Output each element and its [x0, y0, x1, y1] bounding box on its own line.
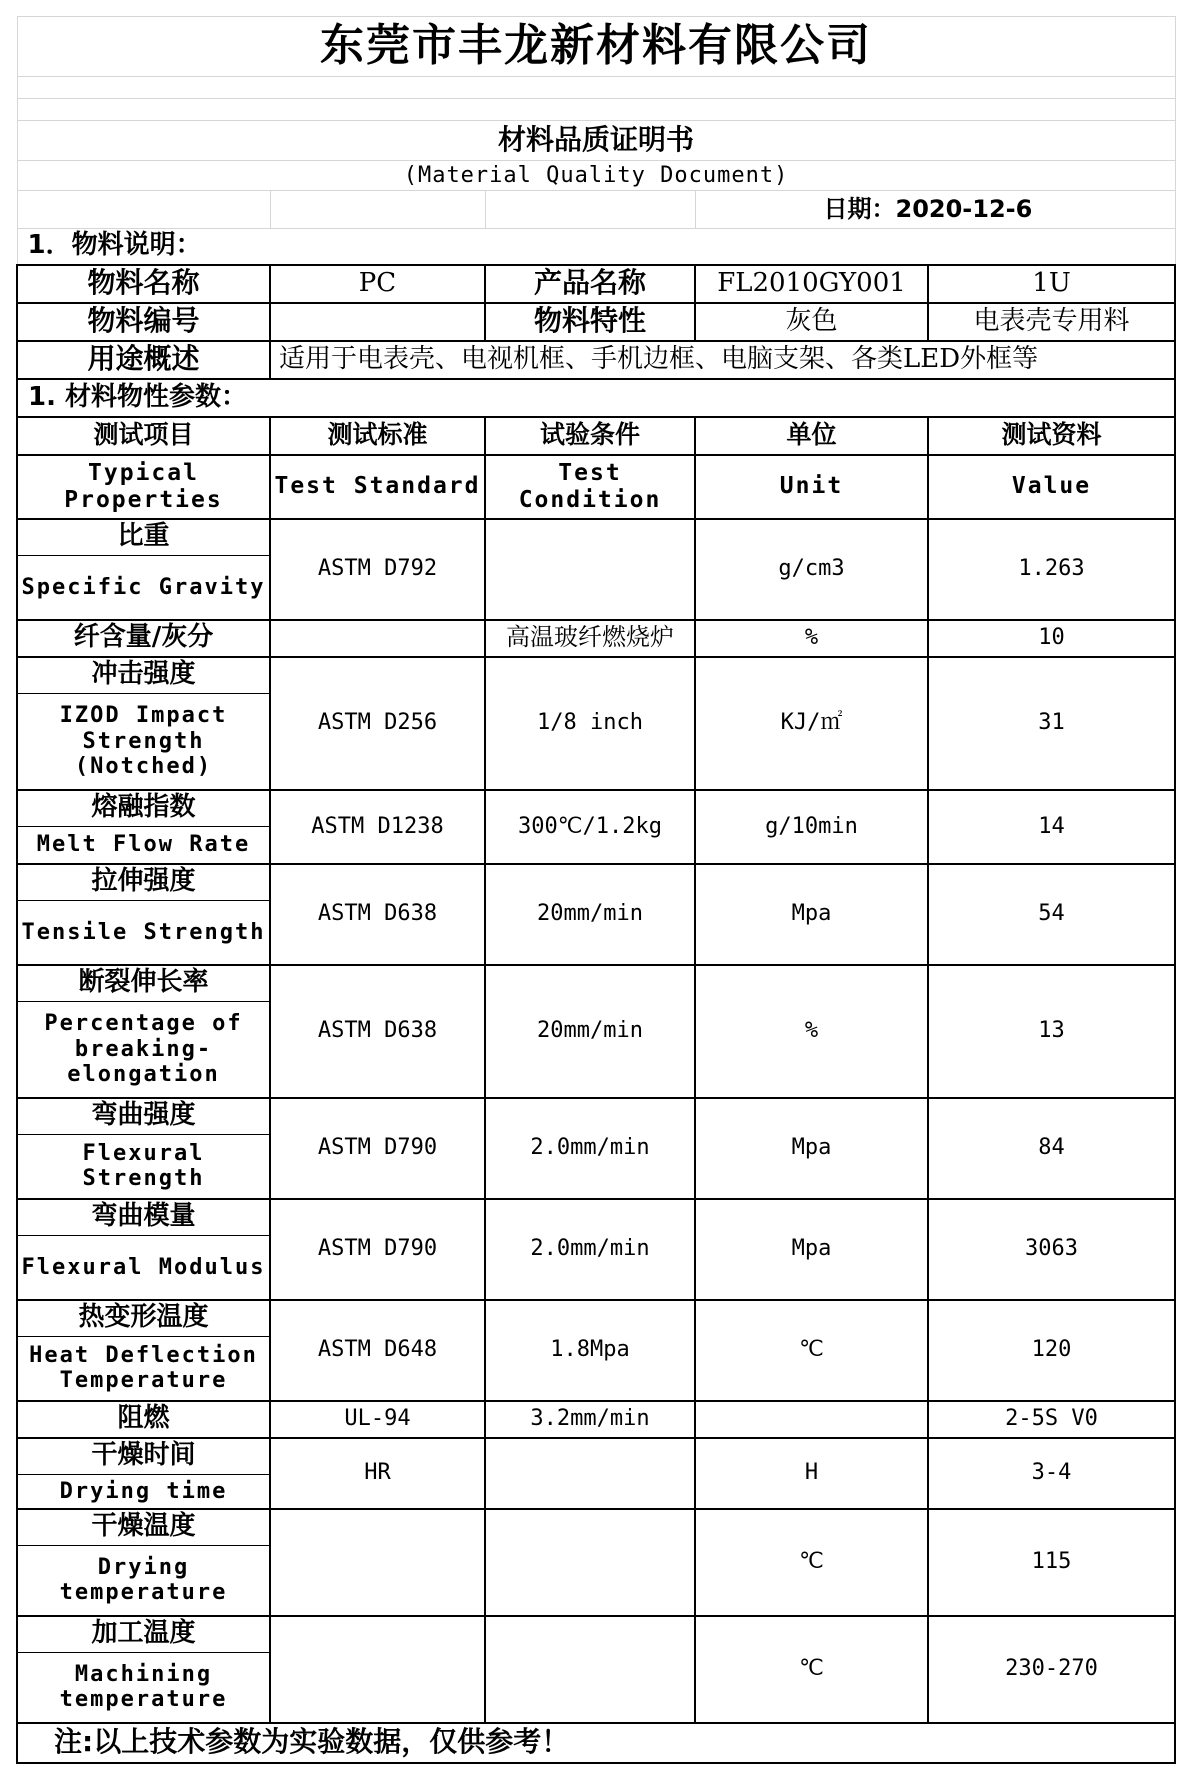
material-name-label: 物料名称: [17, 265, 270, 303]
property-unit: g/cm3: [695, 519, 928, 620]
material-feature-value: 灰色: [695, 303, 928, 341]
property-condition: 20mm/min: [485, 965, 695, 1098]
material-feature-extra: 电表壳专用料: [928, 303, 1175, 341]
property-unit: Mpa: [695, 1199, 928, 1300]
property-value: 31: [928, 657, 1175, 790]
document-subtitle: (Material Quality Document): [17, 161, 1175, 191]
blank-row: [17, 99, 1175, 121]
property-name-cn: 弯曲模量: [17, 1199, 270, 1236]
property-name-en: IZOD Impact Strength (Notched): [17, 694, 270, 790]
property-standard: ASTM D790: [270, 1098, 485, 1199]
property-standard: ASTM D638: [270, 965, 485, 1098]
property-unit: g/10min: [695, 790, 928, 864]
property-condition: 1.8Mpa: [485, 1300, 695, 1401]
product-name-value: FL2010GY001: [695, 265, 928, 303]
property-value: 13: [928, 965, 1175, 1098]
property-name-cn: 热变形温度: [17, 1300, 270, 1337]
property-condition: [485, 1438, 695, 1509]
property-name-cn: 冲击强度: [17, 657, 270, 694]
material-code-label: 物料编号: [17, 303, 270, 341]
property-name-en: Melt Flow Rate: [17, 827, 270, 864]
property-standard: ASTM D256: [270, 657, 485, 790]
property-standard: UL-94: [270, 1401, 485, 1438]
property-condition: 3.2mm/min: [485, 1401, 695, 1438]
header-value-cn: 测试资料: [928, 417, 1175, 455]
property-value: 14: [928, 790, 1175, 864]
property-name-en: Drying temperature: [17, 1546, 270, 1616]
section-material-description: 1．物料说明：: [17, 229, 1175, 265]
property-unit: KJ/㎡: [695, 657, 928, 790]
property-value: 3-4: [928, 1438, 1175, 1509]
property-standard: ASTM D792: [270, 519, 485, 620]
property-value: 84: [928, 1098, 1175, 1199]
property-unit: H: [695, 1438, 928, 1509]
header-condition-cn: 试验条件: [485, 417, 695, 455]
property-unit: [695, 1401, 928, 1438]
property-standard: [270, 1509, 485, 1616]
property-unit: ℃: [695, 1509, 928, 1616]
property-condition: [485, 519, 695, 620]
property-name-cn: 弯曲强度: [17, 1098, 270, 1135]
property-standard: [270, 620, 485, 657]
property-name-en: Heat Deflection Temperature: [17, 1337, 270, 1401]
property-name-cn: 熔融指数: [17, 790, 270, 827]
property-name-cn: 拉伸强度: [17, 864, 270, 901]
property-name-en: Flexural Modulus: [17, 1236, 270, 1300]
material-name-value: PC: [270, 265, 485, 303]
section-physical-properties: 1. 材料物性参数：: [17, 379, 1175, 417]
header-item-cn: 测试项目: [17, 417, 270, 455]
material-code-value: [270, 303, 485, 341]
property-name-cn: 纤含量/灰分: [17, 620, 270, 657]
property-standard: ASTM D1238: [270, 790, 485, 864]
header-unit-cn: 单位: [695, 417, 928, 455]
property-value: 115: [928, 1509, 1175, 1616]
property-value: 54: [928, 864, 1175, 965]
property-condition: 300℃/1.2kg: [485, 790, 695, 864]
property-standard: ASTM D648: [270, 1300, 485, 1401]
property-name-en: Specific Gravity: [17, 556, 270, 620]
product-name-label: 产品名称: [485, 265, 695, 303]
document-title: 材料品质证明书: [17, 121, 1175, 161]
property-name-cn: 比重: [17, 519, 270, 556]
property-name-cn: 断裂伸长率: [17, 965, 270, 1002]
header-standard-cn: 测试标准: [270, 417, 485, 455]
property-condition: [485, 1616, 695, 1723]
company-name: 东莞市丰龙新材料有限公司: [17, 17, 1175, 77]
product-extra-value: 1U: [928, 265, 1175, 303]
property-name-en: Drying time: [17, 1475, 270, 1509]
property-name-en: Flexural Strength: [17, 1135, 270, 1199]
property-unit: ℃: [695, 1616, 928, 1723]
blank-cell: [17, 191, 270, 229]
blank-cell: [270, 191, 485, 229]
property-value: 120: [928, 1300, 1175, 1401]
footnote: 注:以上技术参数为实验数据，仅供参考！: [17, 1723, 1175, 1763]
usage-value: 适用于电表壳、电视机框、手机边框、电脑支架、各类LED外框等: [270, 341, 1175, 379]
property-standard: [270, 1616, 485, 1723]
date-field: 日期：2020-12-6: [695, 191, 1175, 229]
property-standard: HR: [270, 1438, 485, 1509]
property-name-en: Tensile Strength: [17, 901, 270, 965]
property-unit: Mpa: [695, 1098, 928, 1199]
property-name-cn: 加工温度: [17, 1616, 270, 1653]
property-name-en: Percentage of breaking-elongation: [17, 1002, 270, 1098]
property-unit: %: [695, 620, 928, 657]
property-standard: ASTM D790: [270, 1199, 485, 1300]
header-item-en: Typical Properties: [17, 455, 270, 519]
property-value: 2-5S V0: [928, 1401, 1175, 1438]
property-condition: 2.0mm/min: [485, 1199, 695, 1300]
property-name-cn: 干燥时间: [17, 1438, 270, 1475]
header-condition-en: Test Condition: [485, 455, 695, 519]
blank-row: [17, 77, 1175, 99]
property-value: 1.263: [928, 519, 1175, 620]
property-value: 230-270: [928, 1616, 1175, 1723]
blank-cell: [485, 191, 695, 229]
property-unit: %: [695, 965, 928, 1098]
property-name-cn: 阻燃: [17, 1401, 270, 1438]
property-value: 10: [928, 620, 1175, 657]
property-condition: 20mm/min: [485, 864, 695, 965]
property-condition: 1/8 inch: [485, 657, 695, 790]
property-name-en: Machining temperature: [17, 1653, 270, 1723]
property-name-cn: 干燥温度: [17, 1509, 270, 1546]
property-condition: [485, 1509, 695, 1616]
property-condition: 高温玻纤燃烧炉: [485, 620, 695, 657]
header-standard-en: Test Standard: [270, 455, 485, 519]
material-feature-label: 物料特性: [485, 303, 695, 341]
header-unit-en: Unit: [695, 455, 928, 519]
usage-label: 用途概述: [17, 341, 270, 379]
property-standard: ASTM D638: [270, 864, 485, 965]
property-unit: ℃: [695, 1300, 928, 1401]
property-value: 3063: [928, 1199, 1175, 1300]
property-unit: Mpa: [695, 864, 928, 965]
property-condition: 2.0mm/min: [485, 1098, 695, 1199]
header-value-en: Value: [928, 455, 1175, 519]
quality-certificate-sheet: [16, 16, 1176, 1764]
